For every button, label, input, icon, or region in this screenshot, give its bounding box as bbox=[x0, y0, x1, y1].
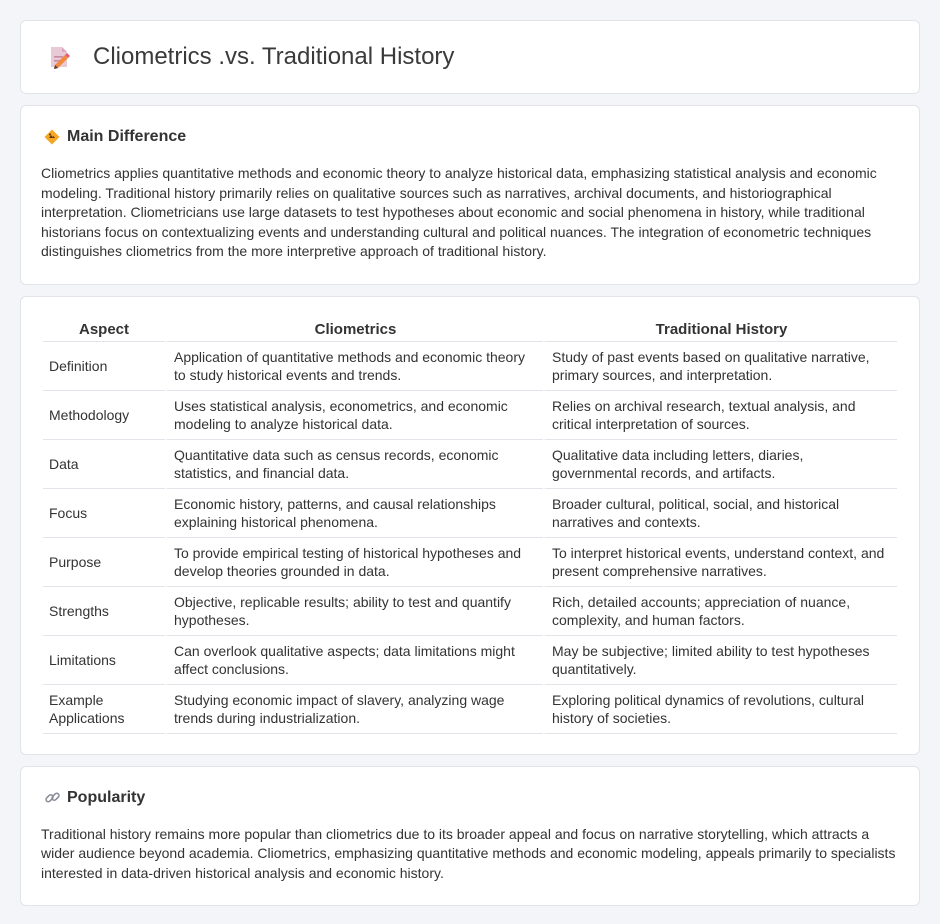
table-row bbox=[43, 538, 897, 587]
cell-traditional: Relies on archival research, textual analysis, and critical interpretation of sources. bbox=[543, 391, 897, 440]
cell-traditional: Exploring political dynamics of revolutions, cultural history of societies. bbox=[543, 685, 897, 734]
cell-traditional: Broader cultural, political, social, and historical narratives and contexts. bbox=[543, 489, 897, 538]
table-row bbox=[43, 636, 897, 685]
main-difference-title: Main Difference bbox=[67, 128, 187, 145]
cell-aspect: Limitations bbox=[43, 636, 165, 685]
table-row bbox=[43, 685, 897, 734]
table-row bbox=[43, 391, 897, 440]
cell-traditional: Rich, detailed accounts; appreciation of nuance, complexity, and human factors. bbox=[543, 587, 897, 636]
cell-cliometrics: Economic history, patterns, and causal relationships explaining historical phenomena. bbox=[165, 489, 543, 538]
cell-cliometrics: To provide empirical testing of historical hypotheses and develop theories grounded in data. bbox=[165, 538, 543, 587]
cell-cliometrics: Quantitative data such as census records, economic statistics, and financial data. bbox=[165, 440, 543, 489]
comparison-table bbox=[43, 317, 897, 734]
table-row bbox=[43, 440, 897, 489]
cell-cliometrics: Application of quantitative methods and economic theory to study historical events and trends. bbox=[165, 342, 543, 391]
main-difference-text: Cliometrics applies quantitative methods and economic theory to analyze historical data, emphasizing statistical analysis and economic modeling. Traditional history primarily relies on qualitative sources such as narratives, archival documents, and historiographical interpretation. Cliometricians use large datasets to test hypotheses about economic and social phenomena in history, while traditional historians focus on contextualizing events and understanding cultural and political nuances. The integration of econometric techniques distinguishes cliometrics from the more interpretive approach of traditional history. bbox=[41, 165, 877, 259]
header-aspect: Aspect bbox=[43, 317, 165, 342]
table-header-row bbox=[43, 317, 897, 342]
cell-cliometrics: Objective, replicable results; ability to test and quantify hypotheses. bbox=[165, 587, 543, 636]
page-title: Cliometrics .vs. Traditional History bbox=[93, 43, 455, 70]
header-card bbox=[20, 20, 920, 94]
main-difference-header bbox=[41, 128, 899, 146]
comparison-table-card bbox=[20, 296, 920, 755]
popularity-header bbox=[41, 789, 899, 807]
cell-aspect: Focus bbox=[43, 489, 165, 538]
cell-aspect: Example Applications bbox=[43, 685, 165, 734]
popularity-title: Popularity bbox=[67, 788, 146, 806]
table-row bbox=[43, 489, 897, 538]
cell-aspect: Strengths bbox=[43, 587, 165, 636]
header-cliometrics: Cliometrics bbox=[165, 317, 543, 342]
cell-traditional: Qualitative data including letters, diaries, governmental records, and artifacts. bbox=[543, 440, 897, 489]
cell-cliometrics: Uses statistical analysis, econometrics, and economic modeling to analyze historical data. bbox=[165, 391, 543, 440]
cell-traditional: To interpret historical events, understand context, and present comprehensive narratives. bbox=[543, 538, 897, 587]
table-row bbox=[43, 342, 897, 391]
link-icon bbox=[43, 789, 61, 807]
main-difference-section bbox=[20, 105, 920, 285]
cell-aspect: Definition bbox=[43, 342, 165, 391]
pencil-document-icon bbox=[45, 43, 73, 71]
popularity-text: Traditional history remains more popular than cliometrics due to its broader appeal and focus on narrative storytelling, which attracts a wider audience beyond academia. Cliometrics, emphasizing quantitative methods and economic modeling, appeals primarily to specialists interested in data-driven historical analysis and economic history. bbox=[41, 825, 896, 881]
cell-aspect: Data bbox=[43, 440, 165, 489]
cell-traditional: Study of past events based on qualitative narrative, primary sources, and interpretation. bbox=[543, 342, 897, 391]
cell-traditional: May be subjective; limited ability to test hypotheses quantitatively. bbox=[543, 636, 897, 685]
popularity-section bbox=[20, 766, 920, 907]
header-traditional-history: Traditional History bbox=[543, 317, 897, 342]
diamond-sign-icon bbox=[43, 128, 61, 146]
cell-cliometrics: Studying economic impact of slavery, analyzing wage trends during industrialization. bbox=[165, 685, 543, 734]
cell-aspect: Purpose bbox=[43, 538, 165, 587]
cell-aspect: Methodology bbox=[43, 391, 165, 440]
table-row bbox=[43, 587, 897, 636]
cell-cliometrics: Can overlook qualitative aspects; data limitations might affect conclusions. bbox=[165, 636, 543, 685]
